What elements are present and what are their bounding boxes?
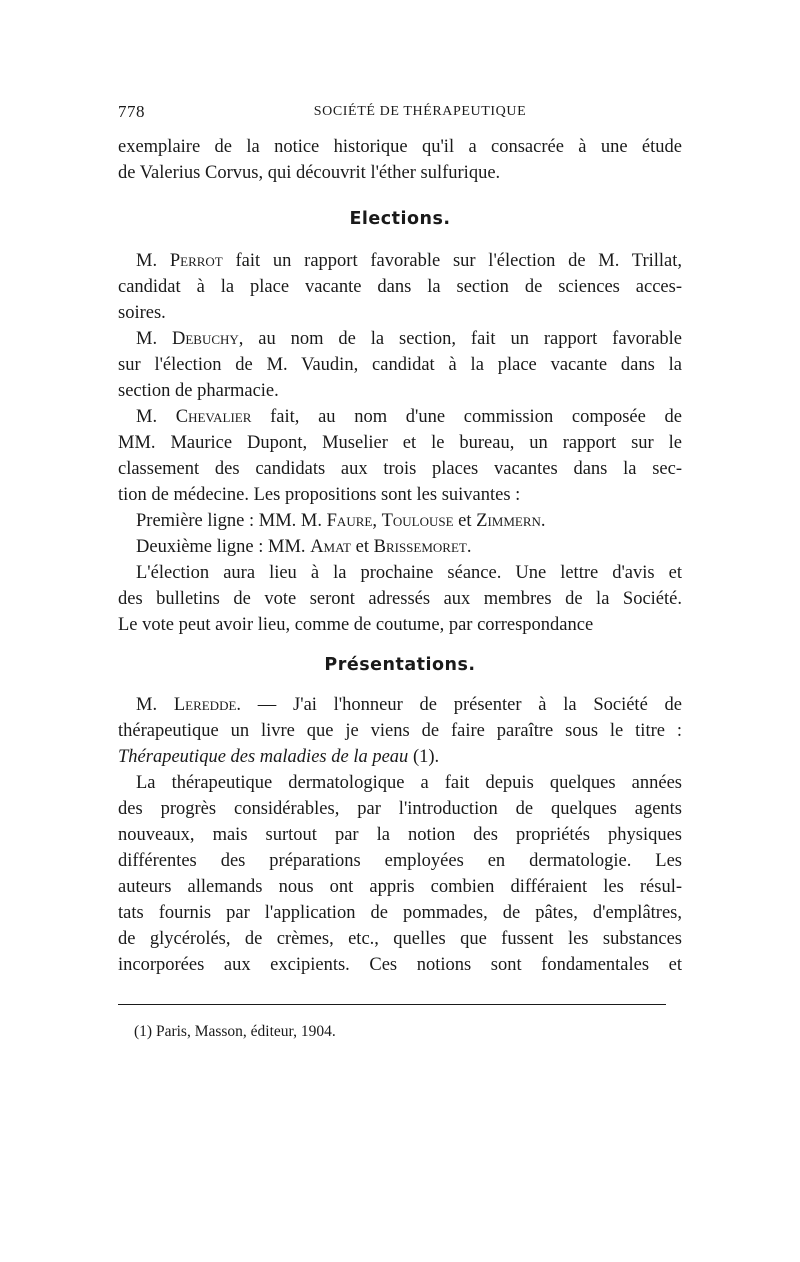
- footnote-reference: (1).: [408, 747, 440, 767]
- text-run: et: [453, 511, 477, 531]
- paragraph-debuchy-line: [118, 326, 682, 352]
- paragraph-perrot-line: candidat à la place vacante dans la section de sciences acces-: [118, 277, 682, 297]
- paragraph-debuchy-line: sur l'élection de M. Vaudin, candidat à la place vacante dans la: [118, 355, 682, 375]
- text-run: M.: [136, 695, 174, 715]
- paragraph-chevalier-line: [118, 404, 682, 430]
- person-name: Faure: [326, 511, 373, 531]
- person-name: Zimmern: [476, 511, 541, 531]
- person-name: Debuchy: [171, 329, 239, 349]
- paragraph-body-line: tats fournis par l'application de pommades, de pâtes, d'emplâtres,: [118, 903, 682, 923]
- book-title: Thérapeutique des maladies de la peau: [118, 747, 409, 767]
- paragraph-leredde-line: thérapeutique un livre que je viens de faire paraître sous le titre :: [118, 721, 682, 741]
- paragraph-body-line: des progrès considérables, par l'introduction de quelques agents: [118, 799, 682, 819]
- text-run: . — J'ai l'honneur de présenter à la Société de: [236, 695, 682, 715]
- paragraph-vote-line: Le vote peut avoir lieu, comme de coutume, par correspondance: [118, 615, 594, 635]
- person-name: Brissemoret: [373, 537, 467, 557]
- text-run: Première ligne : MM. M.: [136, 511, 327, 531]
- paragraph-body-line: incorporées aux excipients. Ces notions sont fondamentales et: [118, 955, 682, 975]
- paragraph-chevalier-line: classement des candidats aux trois places vacantes dans la sec-: [118, 459, 682, 479]
- text-run: et: [351, 537, 374, 557]
- footnote: (1) Paris, Masson, éditeur, 1904.: [134, 1023, 336, 1040]
- person-name: Leredde: [173, 695, 237, 715]
- second-line-candidates: [118, 534, 682, 560]
- person-name: Toulouse: [381, 511, 454, 531]
- paragraph-chevalier-line: MM. Maurice Dupont, Muselier et le bureau, un rapport sur le: [118, 433, 682, 453]
- section-heading-presentations: Présentations.: [324, 655, 476, 675]
- text-run: ,: [372, 511, 382, 531]
- paragraph-vote-line: L'élection aura lieu à la prochaine séance. Une lettre d'avis et: [136, 563, 682, 583]
- person-name: Perrot: [169, 251, 223, 271]
- page-number: 778: [118, 102, 145, 121]
- paragraph-body-line: nouveaux, mais surtout par la notion des propriétés physiques: [118, 825, 682, 845]
- paragraph-body-line: auteurs allemands nous ont appris combien différaient les résul-: [118, 877, 682, 897]
- person-name: Amat: [310, 537, 351, 557]
- paragraph-debuchy-line: section de pharmacie.: [118, 381, 279, 401]
- person-name: Chevalier: [175, 407, 252, 427]
- text-run: M.: [136, 407, 176, 427]
- paragraph-leredde-line: [118, 744, 682, 770]
- paragraph-body-line: La thérapeutique dermatologique a fait depuis quelques années: [136, 773, 682, 793]
- book-page: [118, 100, 682, 1043]
- paragraph-chevalier-line: tion de médecine. Les propositions sont les suivantes :: [118, 485, 521, 505]
- footnote-divider: [118, 1004, 666, 1005]
- text-run: Deuxième ligne : MM.: [136, 537, 311, 557]
- intro-line: exemplaire de la notice historique qu'il a consacrée à une étude: [118, 137, 682, 157]
- intro-line: de Valerius Corvus, qui découvrit l'éther sulfurique.: [118, 163, 501, 183]
- paragraph-body-line: de glycérolés, de crèmes, etc., quelles que fussent les substances: [118, 929, 682, 949]
- text-run: , au nom de la section, fait un rapport favorable: [238, 329, 683, 349]
- text-run: fait un rapport favorable sur l'élection de M. Trillat,: [222, 251, 683, 271]
- text-run: .: [466, 537, 472, 557]
- running-title: SOCIÉTÉ DE THÉRAPEUTIQUE: [313, 104, 527, 119]
- first-line-candidates: [118, 508, 682, 534]
- section-heading-elections: Elections.: [349, 209, 451, 229]
- paragraph-leredde-line: [118, 692, 682, 718]
- running-head: [118, 100, 682, 134]
- paragraph-vote-line: des bulletins de vote seront adressés aux membres de la Société.: [118, 589, 682, 609]
- paragraph-perrot-line: soires.: [118, 303, 166, 323]
- text-run: .: [540, 511, 546, 531]
- paragraph-body-line: différentes des préparations employées en dermatologie. Les: [118, 851, 682, 871]
- text-run: M.: [136, 251, 170, 271]
- paragraph-perrot-line: [118, 248, 682, 274]
- text-run: M.: [136, 329, 172, 349]
- text-run: fait, au nom d'une commission composée de: [251, 407, 682, 427]
